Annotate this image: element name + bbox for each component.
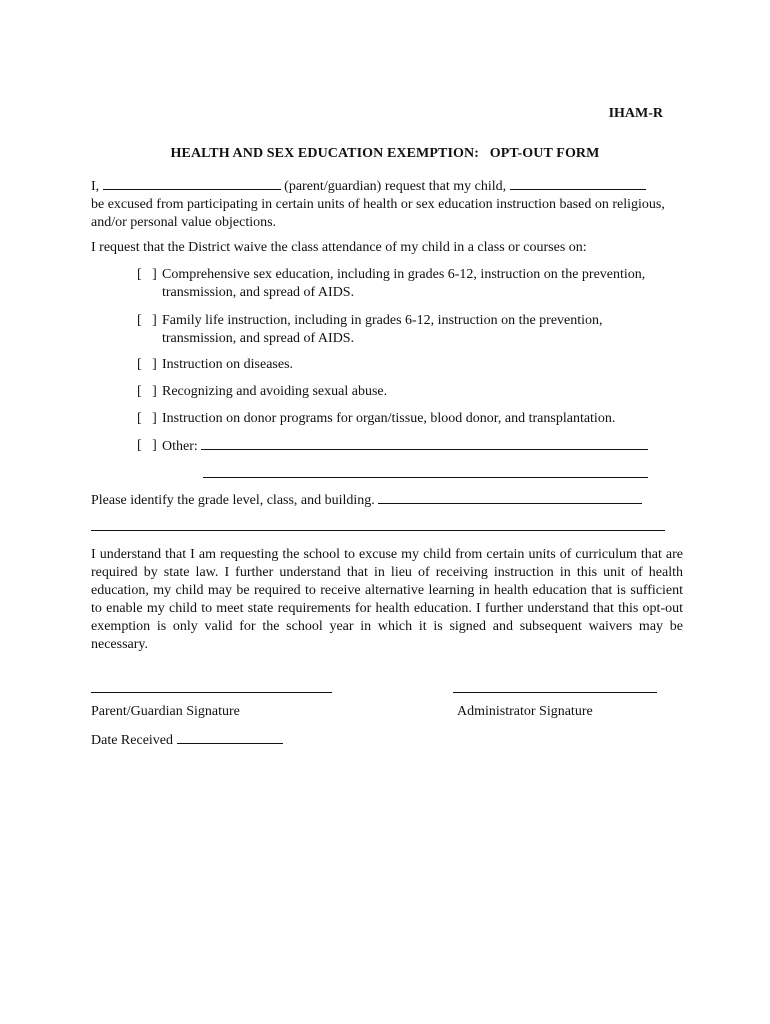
option-label: Recognizing and avoiding sexual abuse. bbox=[162, 384, 388, 399]
option-checkbox[interactable]: [ ] bbox=[137, 384, 157, 399]
parent-signature-field[interactable] bbox=[91, 692, 332, 693]
intro-middle: (parent/guardian) request that my child, bbox=[284, 179, 507, 194]
intro-continuation: be excused from participating in certain units of health or sex education instruction based on religious, and/or personal value objections. bbox=[91, 197, 665, 230]
understanding-paragraph: I understand that I am requesting the school to excuse my child from certain units of curriculum that are required by state law. I further understand that in lieu of receiving instruction in this unit of health education, my child may be required to receive alternative learning in health education that is sufficient to enable my child to meet state requirements for health education. I further understand that this opt-out exemption is only valid for the school year in which it is signed and subsequent waivers may be necessary. bbox=[91, 547, 683, 652]
option-donor-programs bbox=[137, 410, 677, 428]
option-checkbox[interactable]: [ ] bbox=[137, 313, 157, 328]
option-checkbox[interactable]: [ ] bbox=[137, 411, 157, 426]
child-name-field[interactable] bbox=[510, 177, 646, 190]
intro-paragraph bbox=[91, 177, 683, 232]
other-label: Other: bbox=[162, 439, 198, 454]
parent-name-field[interactable] bbox=[103, 177, 281, 190]
grade-field[interactable] bbox=[378, 491, 642, 504]
option-label bbox=[137, 437, 677, 456]
option-diseases bbox=[137, 356, 677, 374]
date-received-label: Date Received bbox=[91, 733, 174, 748]
option-other bbox=[137, 437, 677, 456]
option-label: Instruction on donor programs for organ/tissue, blood donor, and transplantation. bbox=[162, 411, 616, 426]
grade-field-line-2[interactable] bbox=[91, 530, 665, 531]
option-label: Instruction on diseases. bbox=[162, 357, 294, 372]
other-field-line-2[interactable] bbox=[203, 477, 648, 478]
admin-signature-field[interactable] bbox=[453, 692, 657, 693]
grade-label: Please identify the grade level, class, and building. bbox=[91, 493, 375, 508]
date-received-field[interactable] bbox=[177, 731, 283, 744]
option-label: Family life instruction, including in grades 6-12, instruction on the prevention, transmission, and spread of AIDS. bbox=[162, 313, 603, 346]
policy-code: IHAM-R bbox=[608, 106, 663, 121]
intro-prefix: I, bbox=[91, 179, 100, 194]
request-paragraph: I request that the District waive the class attendance of my child in a class or courses on: bbox=[91, 240, 587, 255]
option-checkbox[interactable]: [ ] bbox=[137, 267, 157, 282]
option-family-life bbox=[137, 312, 677, 348]
option-sexual-abuse bbox=[137, 383, 677, 401]
option-comprehensive-sex-ed bbox=[137, 266, 677, 302]
option-label: Comprehensive sex education, including in grades 6-12, instruction on the prevention, transmission, and spread of AIDS. bbox=[162, 267, 646, 300]
parent-signature-label: Parent/Guardian Signature bbox=[91, 704, 240, 719]
form-title: HEALTH AND SEX EDUCATION EXEMPTION: OPT-OUT FORM bbox=[170, 146, 600, 161]
option-checkbox[interactable]: [ ] bbox=[137, 357, 157, 372]
grade-paragraph bbox=[91, 491, 683, 510]
other-field[interactable] bbox=[201, 437, 648, 450]
date-received-row bbox=[91, 731, 283, 749]
option-checkbox[interactable]: [ ] bbox=[137, 438, 157, 453]
admin-signature-label: Administrator Signature bbox=[457, 704, 593, 719]
